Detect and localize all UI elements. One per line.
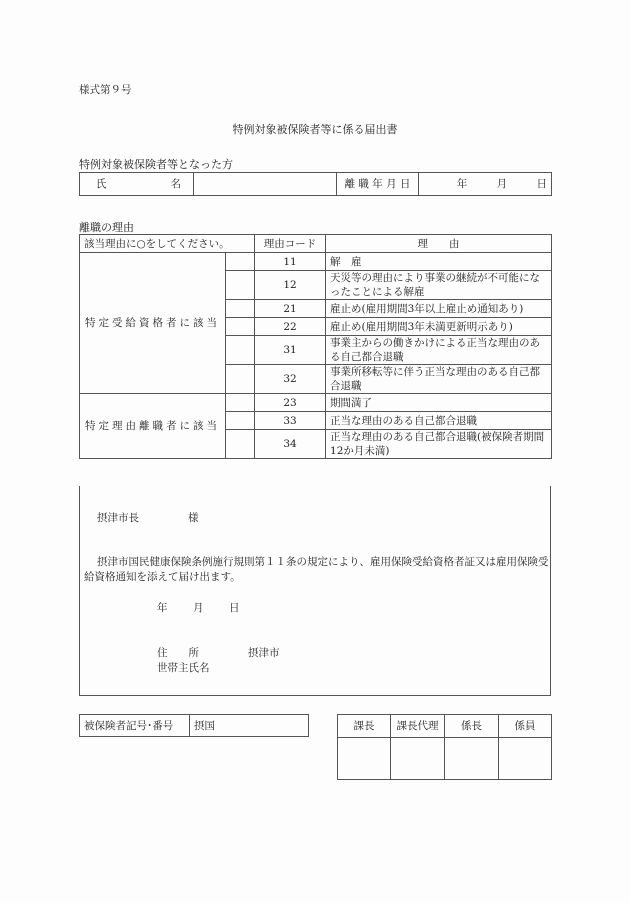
householder-label: 世帯主氏名 — [157, 662, 210, 674]
insured-number-table — [79, 714, 309, 737]
stamp-cell[interactable] — [338, 738, 391, 780]
date-day: 日 — [536, 178, 547, 190]
reason-code: 23 — [255, 394, 326, 412]
reason-code: 33 — [255, 412, 326, 430]
approval-header: 係長 — [445, 715, 499, 738]
reason-code: 34 — [255, 430, 326, 459]
mark-cell[interactable] — [226, 271, 255, 300]
insured-number-field[interactable]: 摂国 — [190, 715, 309, 737]
reason-text: 正当な理由のある自己都合退職(被保険者期間12か月未満) — [326, 430, 552, 459]
addressee: 摂津市長 — [97, 512, 139, 524]
mark-cell[interactable] — [226, 253, 255, 271]
approval-header: 課長 — [338, 715, 391, 738]
declaration-year: 年 — [157, 602, 168, 614]
name-label-1: 氏 — [96, 178, 107, 190]
approval-header: 課長代理 — [391, 715, 445, 738]
reason-text: 雇止め(雇用期間3年以上雇止め通知あり) — [326, 300, 552, 318]
person-table — [79, 172, 552, 196]
category-specified-eligible: 特定受給資格者に該当 — [80, 253, 226, 394]
form-number: 様式第９号 — [79, 84, 132, 96]
reason-text: 解 雇 — [326, 253, 552, 271]
stamp-cell[interactable] — [445, 738, 499, 780]
leave-date-label: 離 職 年 月 日 — [337, 173, 419, 196]
approval-header: 係員 — [499, 715, 552, 738]
mark-cell[interactable] — [226, 336, 255, 365]
honorific: 様 — [188, 512, 199, 524]
mark-cell[interactable] — [226, 300, 255, 318]
reason-code: 21 — [255, 300, 326, 318]
address-label: 住 所 — [157, 647, 199, 659]
mark-cell[interactable] — [226, 318, 255, 336]
reason-code: 31 — [255, 336, 326, 365]
mark-cell[interactable] — [226, 365, 255, 394]
col-reason-header: 理 由 — [326, 235, 552, 253]
date-month: 月 — [496, 178, 508, 190]
reason-text: 天災等の理由により事業の継続が不可能になったことによる解雇 — [326, 271, 552, 300]
stamp-cell[interactable] — [499, 738, 552, 780]
leave-date-field[interactable] — [419, 173, 552, 196]
reason-text: 期間満了 — [326, 394, 552, 412]
insured-number-label: 被保険者記号･番号 — [80, 715, 190, 737]
reason-text: 事業所移転等に伴う正当な理由のある自己都合退職 — [326, 365, 552, 394]
date-year: 年 — [456, 178, 468, 190]
person-section-heading: 特例対象被保険者等となった方 — [79, 158, 233, 171]
reason-table — [79, 234, 552, 459]
col-code-header: 理由コード — [255, 235, 326, 253]
declaration-month: 月 — [193, 602, 204, 614]
address-value: 摂津市 — [248, 647, 280, 659]
mark-cell[interactable] — [226, 412, 255, 430]
mark-cell[interactable] — [226, 394, 255, 412]
reason-code: 22 — [255, 318, 326, 336]
document-title: 特例対象被保険者等に係る届出書 — [232, 123, 398, 136]
reason-text: 正当な理由のある自己都合退職 — [326, 412, 552, 430]
reason-code: 11 — [255, 253, 326, 271]
stamp-cell[interactable] — [391, 738, 445, 780]
category-specified-reason: 特定理由離職者に該当 — [80, 394, 226, 459]
approval-stamp-table — [337, 714, 552, 780]
reason-code: 12 — [255, 271, 326, 300]
name-field[interactable] — [194, 173, 337, 196]
declaration-body: 摂津市国民健康保険条例施行規則第１１条の規定により、雇用保険受給資格者証又は雇用保険受給資格通知を添えて届け出ます。 — [84, 556, 549, 583]
name-label-2: 名 — [170, 178, 181, 190]
mark-cell[interactable] — [226, 430, 255, 459]
reason-section-heading: 離職の理由 — [79, 221, 134, 234]
reason-text: 雇止め(雇用期間3年未満更新明示あり) — [326, 318, 552, 336]
reason-code: 32 — [255, 365, 326, 394]
col-mark-header: 該当理由に○をしてください。 — [80, 235, 255, 253]
declaration-box — [79, 486, 551, 696]
declaration-day: 日 — [229, 602, 240, 614]
reason-text: 事業主からの働きかけによる正当な理由のある自己都合退職 — [326, 336, 552, 365]
name-label — [80, 173, 194, 196]
